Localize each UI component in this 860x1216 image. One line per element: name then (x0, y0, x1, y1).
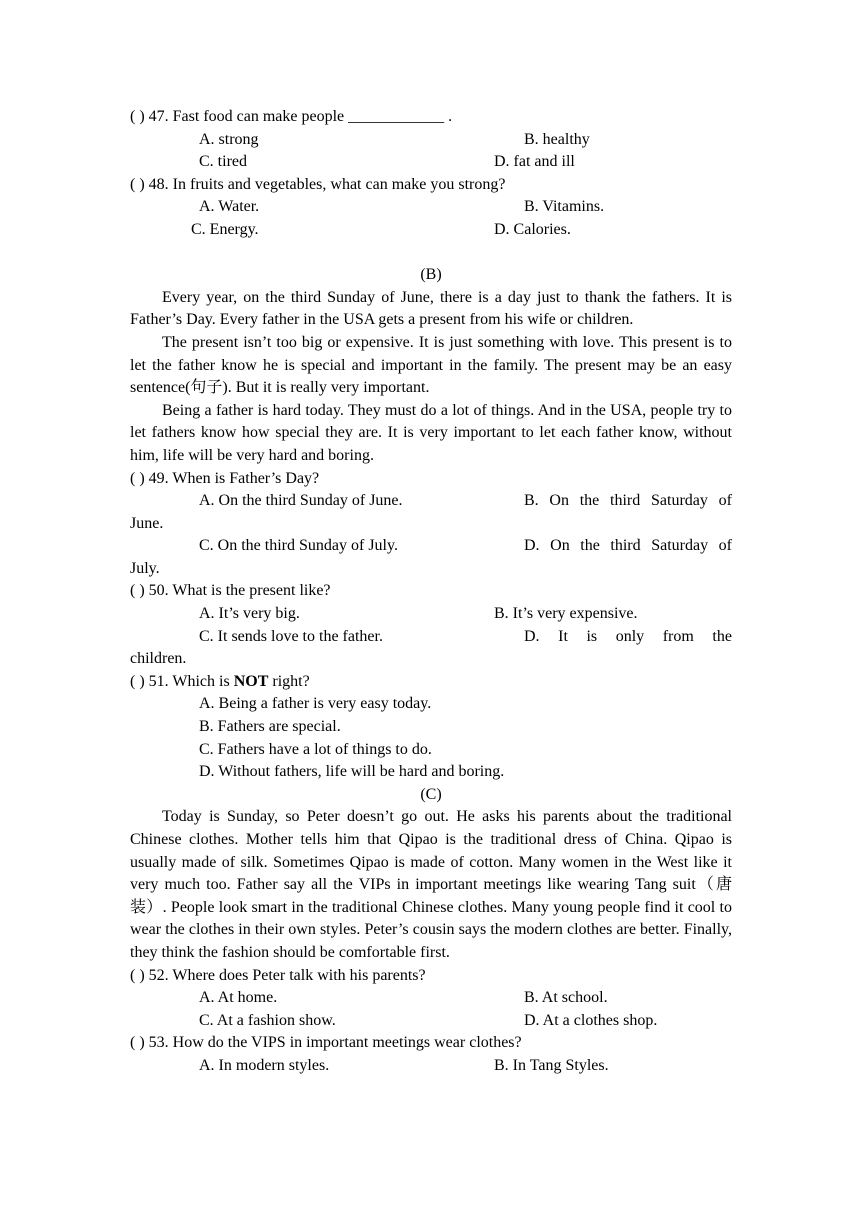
option-b: B. At school. (524, 989, 608, 1007)
question-48 (130, 174, 732, 197)
option-b: B. Vitamins. (524, 198, 605, 216)
word: It (558, 627, 568, 645)
option-c: C. tired (199, 153, 247, 171)
section-b-paragraph-1: Every year, on the third Sunday of June, there is a day just to thank the fathers. It is Father’s Day. Every father in the USA gets a present from his wife or children. (130, 288, 732, 329)
option-c: C. On the third Sunday of July. (199, 537, 398, 555)
option-a: A. In modern styles. (199, 1056, 330, 1074)
word: of (718, 492, 732, 510)
option-d-wrap: July. (130, 559, 160, 577)
option-c: C. Energy. (191, 220, 259, 238)
option-d-wrap: children. (130, 650, 187, 668)
question-49 (130, 468, 732, 491)
options-row (130, 151, 732, 174)
word: Saturday (651, 537, 709, 555)
option-c: C. It sends love to the father. (199, 627, 383, 645)
option-a: A. strong (199, 130, 259, 148)
option-d: D. Without fathers, life will be hard and boring. (199, 763, 505, 781)
option-a: A. At home. (199, 989, 278, 1007)
word: is (586, 627, 598, 645)
option-wrap (130, 648, 732, 671)
option-c: C. Fathers have a lot of things to do. (199, 740, 432, 758)
option-a: A. It’s very big. (199, 605, 300, 623)
question-stem: ( ) 47. Fast food can make people ____________ . (130, 108, 453, 125)
question-stem-emphasis: NOT (233, 672, 269, 690)
question-stem: ( ) 50. What is the present like? (130, 582, 331, 600)
question-53 (130, 1032, 732, 1055)
option-b-wrap: June. (130, 514, 164, 532)
options-row (130, 739, 732, 762)
options-row (130, 1010, 732, 1033)
word: of (718, 537, 732, 555)
section-b-paragraph-3: Being a father is hard today. They must do a lot of things. And in the USA, people try to let fathers know how special they are. It is very important to let each father know, without him, life will be very hard and boring. (130, 401, 732, 464)
options-row (130, 129, 732, 152)
word: D. (524, 537, 540, 555)
question-stem: ( ) 48. In fruits and vegetables, what can make you strong? (130, 175, 506, 193)
option-wrap (130, 558, 732, 581)
word: B. (524, 492, 539, 510)
option-d: D. fat and ill (494, 153, 575, 171)
options-row (130, 761, 732, 784)
word: only (615, 627, 645, 645)
section-b-paragraph-2: The present isn’t too big or expensive. It is just something with love. This present is to let the father know he is special and important in the family. The present may be an easy sentence(句子). But it is really very important. (130, 333, 732, 397)
word: third (610, 492, 641, 510)
word: D. (524, 627, 540, 645)
option-a: A. Water. (199, 198, 260, 216)
word: third (610, 537, 641, 555)
option-b: B. In Tang Styles. (494, 1056, 609, 1074)
question-52 (130, 965, 732, 988)
section-b-title: (B) (420, 266, 442, 284)
options-row (130, 693, 732, 716)
word: Saturday (651, 492, 708, 510)
options-row (130, 219, 732, 242)
option-d: D. At a clothes shop. (524, 1011, 658, 1029)
options-row (130, 196, 732, 219)
spacer (130, 242, 732, 265)
options-row (130, 987, 732, 1010)
section-c-title: (C) (420, 785, 442, 803)
options-row (130, 626, 732, 649)
option-b: B. It’s very expensive. (494, 605, 638, 623)
question-stem: ( ) 53. How do the VIPS in important meetings wear clothes? (130, 1034, 522, 1052)
options-row (130, 490, 732, 513)
exam-page (130, 106, 732, 1078)
question-50 (130, 580, 732, 603)
option-d: D. Calories. (494, 220, 571, 238)
option-a: A. On the third Sunday of June. (199, 492, 403, 510)
option-d (524, 626, 732, 649)
word: On (549, 492, 569, 510)
word: the (580, 537, 600, 555)
option-c: C. At a fashion show. (199, 1011, 336, 1029)
word: the (579, 492, 600, 510)
option-b: B. healthy (524, 130, 590, 148)
options-row (130, 603, 732, 626)
option-a: A. Being a father is very easy today. (199, 695, 432, 713)
question-51 (130, 671, 732, 694)
option-wrap (130, 513, 732, 536)
option-b (524, 490, 732, 513)
question-stem: ( ) 51. Which is (130, 672, 234, 690)
options-row (130, 535, 732, 558)
option-b: B. Fathers are special. (199, 718, 341, 736)
question-stem: ( ) 52. Where does Peter talk with his parents? (130, 966, 426, 984)
word: from (662, 627, 694, 645)
question-stem-end: right? (268, 672, 310, 690)
question-stem: ( ) 49. When is Father’s Day? (130, 469, 320, 487)
word: the (712, 627, 732, 645)
section-c-paragraph-1: Today is Sunday, so Peter doesn’t go out. He asks his parents about the traditional Chinese clothes. Mother tells him that Qipao is the traditional dress of China. Qipao is usually made of silk. Sometimes Qipao is made of cotton. Many women in the West like it very much too. Father say all the VIPs in important meetings like wearing Tang suit（唐装）. People look smart in the traditional Chinese clothes. Many young people find it cool to wear the clothes in their own styles. Peter’s cousin says the modern clothes are better. Finally, they think the fashion should be comfortable first. (130, 808, 732, 961)
options-row (130, 1055, 732, 1078)
option-d (524, 535, 732, 558)
word: On (550, 537, 570, 555)
options-row (130, 716, 732, 739)
question-47 (130, 106, 732, 129)
